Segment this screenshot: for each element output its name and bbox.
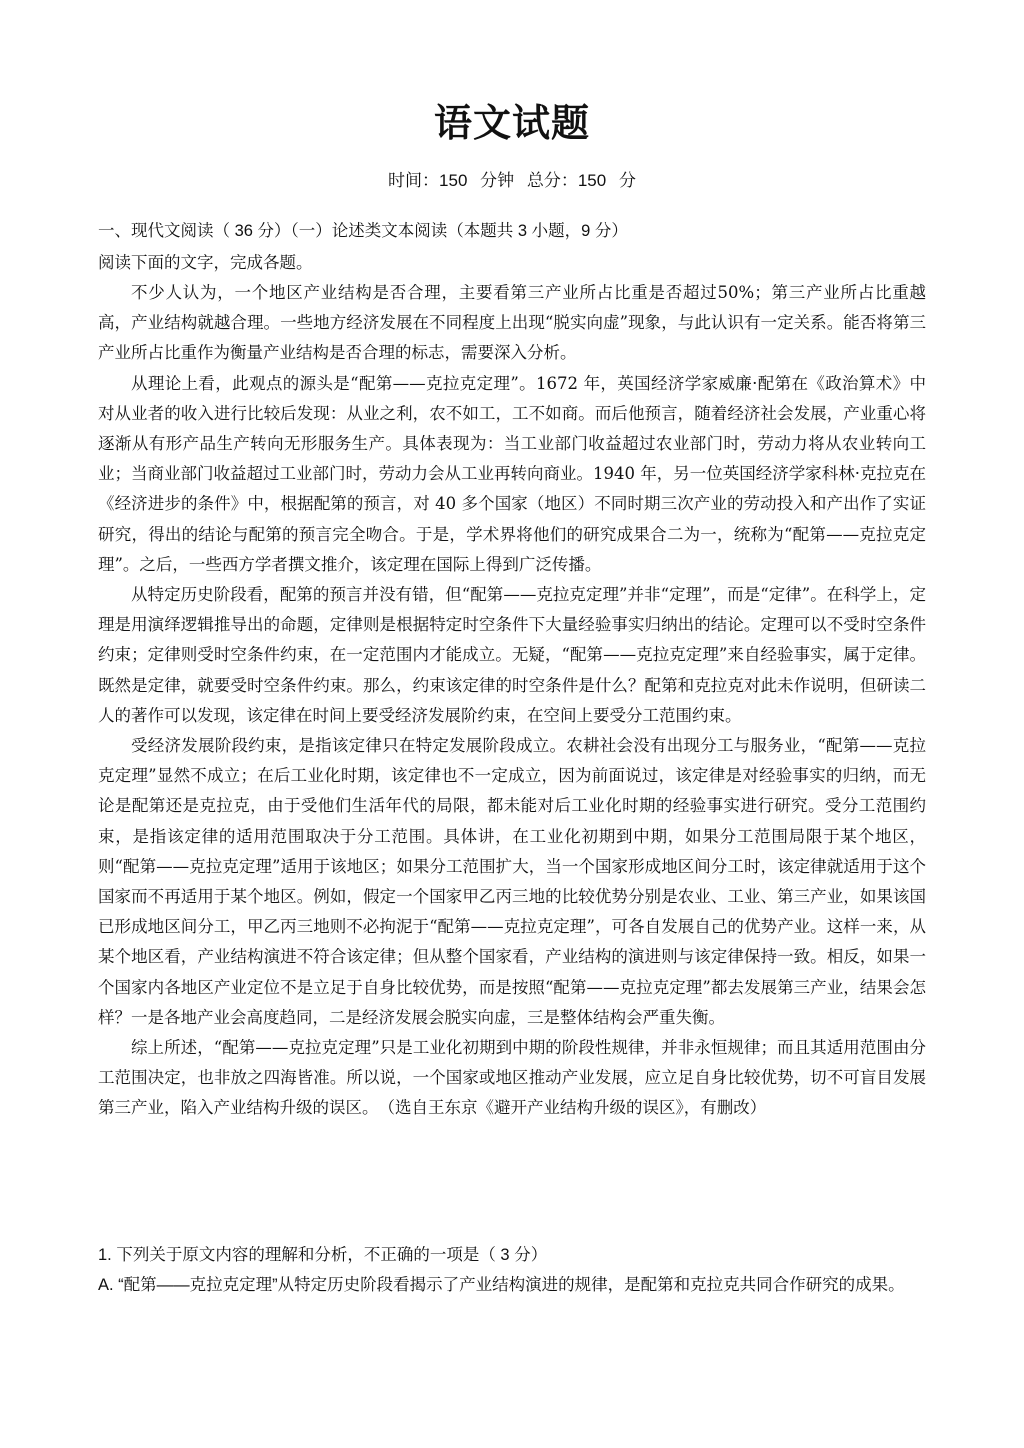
passage-paragraph-2: 从理论上看，此观点的源头是“配第——克拉克定理”。1672 年，英国经济学家威廉·配第在《政治算术》中对从业者的收入进行比较后发现：从业之利，农不如工，工不如商。而后他预言，随着经济社会发展，产业重心将逐渐从有形产品生产转向无形服务生产。具体表现为：当工业部门收益超过农业部门时，劳动力将从农业转向工业；当商业部门收益超过工业部门时，劳动力会从工业再转向商业。1940 年，另一位英国经济学家科林·克拉克在《经济进步的条件》中，根据配第的预言，对 40 多个国家（地区）不同时期三次产业的劳动投入和产出作了实证研究，得出的结论与配第的预言完全吻合。于是，学术界将他们的研究成果合二为一，统称为“配第——克拉克定理”。之后，一些西方学者撰文推介，该定理在国际上得到广泛传播。: [98, 373, 926, 574]
reading-passage: [98, 278, 926, 1124]
passage-paragraph-3: 从特定历史阶段看，配第的预言并没有错，但“配第——克拉克定理”并非“定理”，而是“定律”。在科学上，定理是用演绎逻辑推导出的命题，定律则是根据特定时空条件下大量经验事实归纳出的结论。定理可以不受时空条件约束；定律则受时空条件约束，在一定范围内才能成立。无疑，“配第——克拉克定理”来自经验事实，属于定律。既然是定律，就要受时空条件约束。那么，约束该定律的时空条件是什么？配第和克拉克对此未作说明，但研读二人的著作可以发现，该定律在时间上要受经济发展阶约束，在空间上要受分工范围约束。: [98, 585, 926, 725]
section-heading: 一、现代文阅读（ 36 分）（一）论述类文本阅读（本题共 3 小题，9 分）: [98, 222, 628, 240]
question-1-option-a: A. “配第——克拉克定理”从特定历史阶段看揭示了产业结构演进的规律，是配第和克拉克共同合作研究的成果。: [98, 1276, 905, 1294]
passage-paragraph-5: 综上所述，“配第——克拉克定理”只是工业化初期到中期的阶段性规律，并非永恒规律；而且其适用范围由分工范围决定，也非放之四海皆准。所以说，一个国家或地区推动产业发展，应立足自身比较优势，切不可盲目发展第三产业，陷入产业结构升级的误区。 （选自王东京《避开产业结构升级的误区》，有删改）: [98, 1038, 926, 1118]
exam-time-and-score: 时间：150 分钟 总分：150 分: [388, 171, 636, 190]
reading-instruction: 阅读下面的文字，完成各题。: [98, 254, 313, 272]
passage-paragraph-1: 不少人认为，一个地区产业结构是否合理，主要看第三产业所占比重是否超过50%；第三产业所占比重越高，产业结构就越合理。一些地方经济发展在不同程度上出现“脱实向虚”现象，与此认识有一定关系。能否将第三产业所占比重作为衡量产业结构是否合理的标志，需要深入分析。: [98, 283, 926, 363]
question-1: 1. 下列关于原文内容的理解和分析，不正确的一项是（ 3 分）: [98, 1246, 548, 1264]
page-title: 语文试题: [433, 100, 590, 145]
passage-paragraph-4: 受经济发展阶段约束，是指该定律只在特定发展阶段成立。农耕社会没有出现分工与服务业，“配第——克拉克定理”显然不成立；在后工业化时期，该定律也不一定成立，因为前面说过，该定律是对经验事实的归纳，而无论是配第还是克拉克，由于受他们生活年代的局限，都未能对后工业化时期的经验事实进行研究。受分工范围约束，是指该定律的适用范围取决于分工范围。具体讲，在工业化初期到中期，如果分工范围局限于某个地区，则“配第——克拉克定理”适用于该地区；如果分工范围扩大，当一个国家形成地区间分工时，该定律就适用于这个国家而不再适用于某个地区。例如，假定一个国家甲乙丙三地的比较优势分别是农业、工业、第三产业，如果该国已形成地区间分工，甲乙丙三地则不必拘泥于“配第——克拉克定理”，可各自发展自己的优势产业。这样一来，从某个地区看，产业结构演进不符合该定律；但从整个国家看，产业结构的演进则与该定律保持一致。相反，如果一个国家内各地区产业定位不是立足于自身比较优势，而是按照“配第——克拉克定理”都去发展第三产业，结果会怎样？一是各地产业会高度趋同，二是经济发展会脱实向虚，三是整体结构会严重失衡。: [98, 736, 926, 1027]
